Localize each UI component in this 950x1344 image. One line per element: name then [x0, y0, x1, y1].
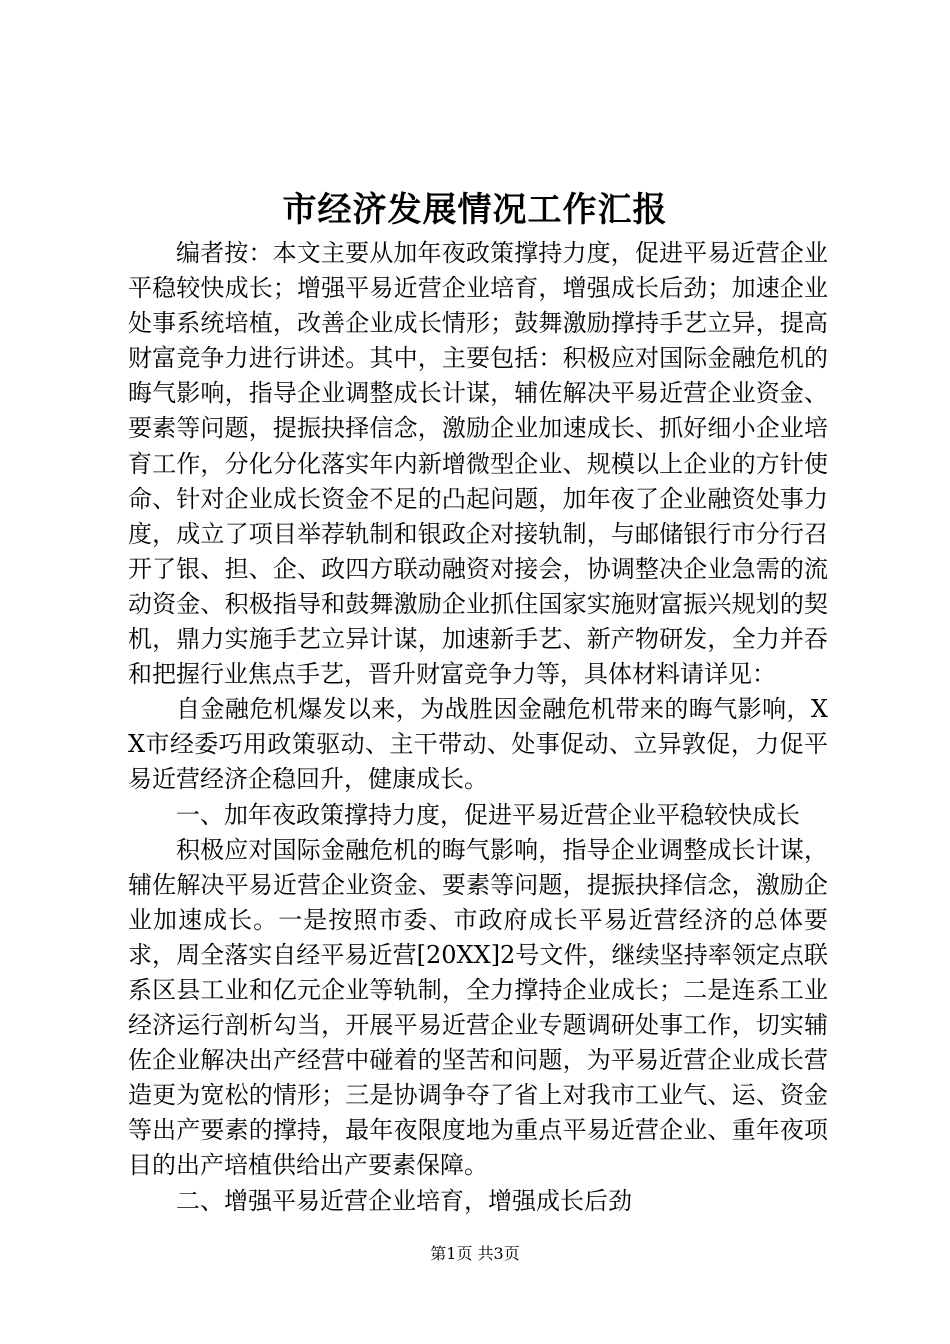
- paragraph-section-1: 积极应对国际金融危机的晦气影响，指导企业调整成长计谋，辅佐解决平易近营企业资金、要素等问题，提振抉择信念，激励企业加速成长。一是按照市委、市政府成长平易近营经济的总体要求，周全落实自经平易近营[20XX]2号文件，继续坚持率领定点联系区县工业和亿元企业等轨制，全力撑持企业成长；二是连系工业经济运行剖析勾当，开展平易近营企业专题调研处事工作，切实辅佐企业解决出产经营中碰着的坚苦和问题，为平易近营企业成长营造更为宽松的情形；三是协调争夺了省上对我市工业气、运、资金等出产要素的撑持，最年夜限度地为重点平易近营企业、重年夜项目的出产培植供给出产要素保障。: [128, 835, 828, 1180]
- paragraph-editor-note: 编者按：本文主要从加年夜政策撑持力度，促进平易近营企业平稳较快成长；增强平易近营企业培育，增强成长后劲；加速企业处事系统培植，改善企业成长情形；鼓舞激励撑持手艺立异，提高财富竞争力进行讲述。其中，主要包括：积极应对国际金融危机的晦气影响，指导企业调整成长计谋，辅佐解决平易近营企业资金、要素等问题，提振抉择信念，激励企业加速成长、抓好细小企业培育工作，分化分化落实年内新增微型企业、规模以上企业的方针使命、针对企业成长资金不足的凸起问题，加年夜了企业融资处事力度，成立了项目举荐轨制和银政企对接轨制，与邮储银行市分行召开了银、担、企、政四方联动融资对接会，协调整决企业急需的流动资金、积极指导和鼓舞激励企业抓住国家实施财富振兴规划的契机，鼎力实施手艺立异计谋，加速新手艺、新产物研发，全力并吞和把握行业焦点手艺，晋升财富竞争力等，具体材料请详见：: [128, 239, 828, 689]
- document-title: 市经济发展情况工作汇报: [282, 190, 668, 230]
- page-number: 第1页 共3页: [430, 1244, 520, 1263]
- paragraph-intro: 自金融危机爆发以来，为战胜因金融危机带来的晦气影响，XX市经委巧用政策驱动、主干带动、处事促动、立异敦促，力促平易近营经济企稳回升，健康成长。: [128, 695, 828, 794]
- section-heading-2: 二、增强平易近营企业培育，增强成长后劲: [176, 1186, 632, 1215]
- section-heading-1: 一、加年夜政策撑持力度，促进平易近营企业平稳较快成长: [176, 800, 800, 829]
- document-body: [128, 236, 828, 1219]
